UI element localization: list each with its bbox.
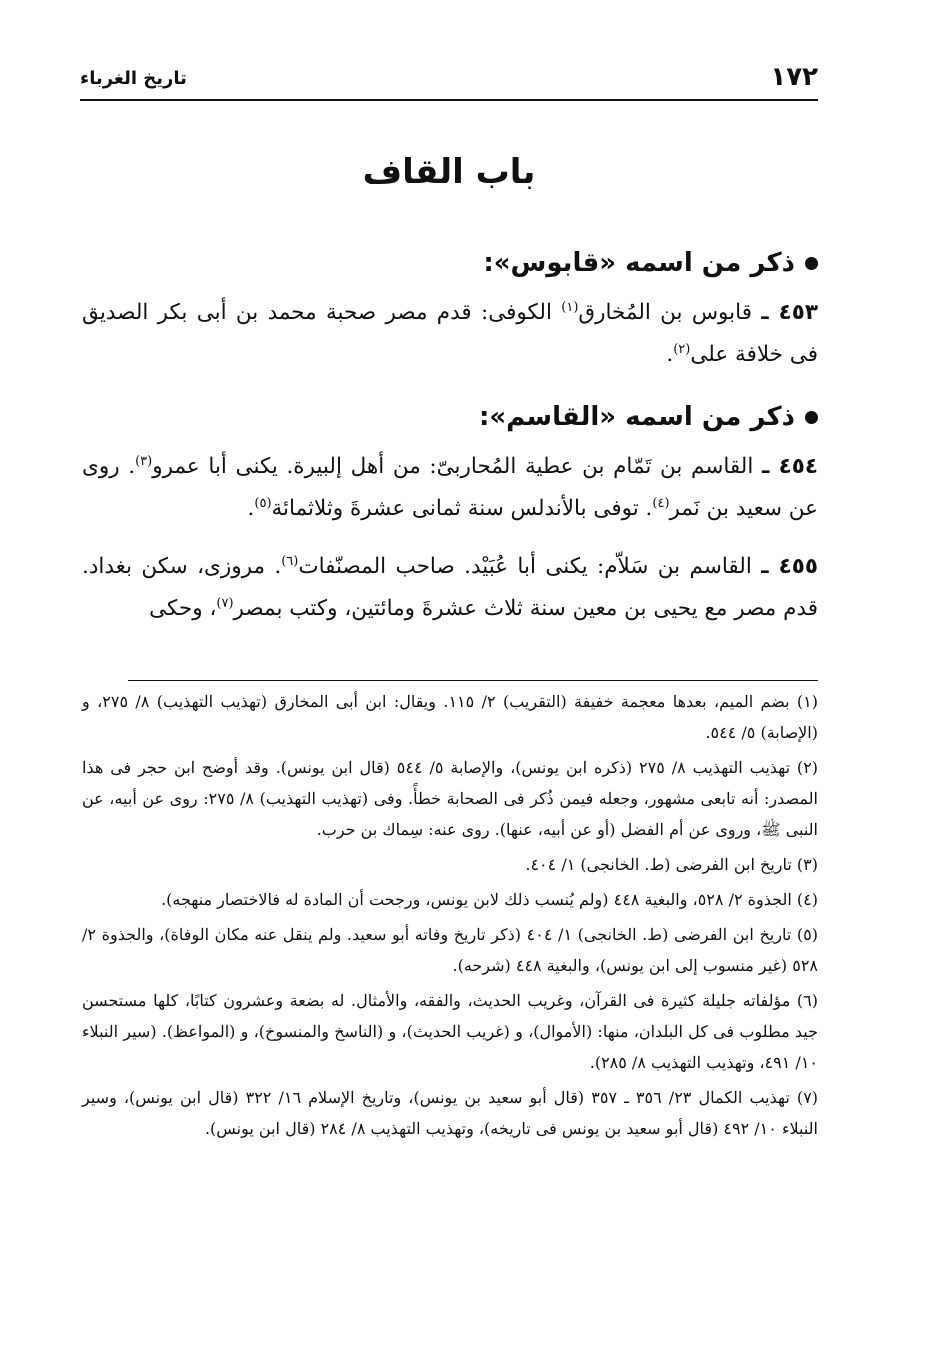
- footnote-rule: [128, 680, 818, 681]
- footnote-marker: (٣): [135, 453, 153, 469]
- entry-number: ٤٥٤ ـ: [761, 454, 818, 479]
- entry-number: ٤٥٣ ـ: [761, 300, 818, 325]
- footnote-marker: (٤): [652, 495, 670, 511]
- footnote-marker: (٢): [673, 341, 691, 357]
- section-heading-text: ذكر من اسمه «قابوس»:: [483, 248, 795, 278]
- chapter-title: باب القاف: [362, 152, 536, 192]
- footnote-6: (٦) مؤلفاته جليلة كثيرة فى القرآن، وغريب الحديث، والفقه، والأمثال. له بضعة وعشرون كتابًا، كلها مستحسن جيد مطلوب فى كل البلدان، منها: (الأموال)، و (غريب الحديث)، و (الناسخ والمنسوخ)، و (المواعظ). (سير النبلاء ١٠/ ٤٩١، وتهذيب التهذيب ٨/ ٢٨٥).: [82, 991, 819, 1072]
- entry-text: [82, 300, 818, 367]
- entry-text-run: قابوس بن المُخارق: [578, 300, 762, 325]
- footnote-2: (٢) تهذيب التهذيب ٨/ ٢٧٥ (ذكره ابن يونس)، والإصابة ٥/ ٥٤٤ (قال ابن يونس). وقد أوضح ابن حجر فى هذا المصدر: أنه تابعى مشهور، وجعله فيمن ذُكر فى الصحابة خطأً. وفى (تهذيب التهذيب) ٨/ ٢٧٥: روى عن أبيه، عن النبى ﷺ، وروى عن أم الفضل (أو عن أبيه، عنها). روى عنه: سِماك بن حرب.: [82, 758, 819, 839]
- entry-text-run: ، وحكى: [149, 596, 217, 621]
- bullet-icon: [805, 411, 818, 424]
- entry-text-run: القاسم بن سَلاّم: يكنى أبا عُبَيْد. صاحب المصنّفات: [298, 554, 762, 579]
- entry-text-run: .: [247, 496, 255, 521]
- entry-text-run: .: [666, 342, 674, 367]
- footnote-marker: (٦): [281, 553, 299, 569]
- entry-text-run: القاسم بن تَمّام بن عطية المُحاربىّ: من أهل إلبيرة. يكنى أبا عمرو: [152, 454, 762, 479]
- section-heading-qabus: [82, 238, 818, 292]
- section-heading-text: ذكر من اسمه «القاسم»:: [478, 402, 795, 432]
- footnote-7: (٧) تهذيب الكمال ٢٣/ ٣٥٦ ـ ٣٥٧ (قال أبو سعيد بن يونس)، وتاريخ الإسلام ١٦/ ٣٢٢ (قال ابن يونس)، وسير النبلاء ١٠/ ٤٩٢ (قال أبو سعيد بن يونس فى تاريخه)، وتهذيب التهذيب ٨/ ٢٨٤ (قال ابن يونس).: [82, 1088, 819, 1138]
- entry-text: [82, 454, 818, 521]
- page-number: ١٧٢: [770, 62, 818, 92]
- entry-text-run: . روى عن سعيد بن نَمر: [82, 454, 818, 521]
- footnote-3: (٣) تاريخ ابن الفرضى (ط. الخانجى) ١/ ٤٠٤.: [525, 855, 818, 874]
- entry-number: ٤٥٥ ـ: [761, 554, 818, 579]
- footnote-marker: (٧): [216, 595, 234, 611]
- footnote-marker: (٥): [254, 495, 272, 511]
- entry-text-run: الكوفى: قدم مصر صحبة محمد بن أبى بكر الصديق فى خلافة على: [82, 300, 818, 367]
- running-title: تاريخ الغرباء: [80, 68, 187, 89]
- footnote-marker: (١): [561, 299, 579, 315]
- footnote-1: (١) بضم الميم، بعدها معجمة خفيفة (التقريب) ٢/ ١١٥. ويقال: ابن أبى المخارق (تهذيب التهذيب) ٨/ ٢٧٥، و (الإصابة) ٥/ ٥٤٤.: [82, 692, 818, 742]
- footnote-5: (٥) تاريخ ابن الفرضى (ط. الخانجى) ١/ ٤٠٤ (ذكر تاريخ وفاته أبو سعيد. ولم ينقل عنه مكان الوفاة)، والجذوة ٢/ ٥٢٨ (غير منسوب إلى ابن يونس)، والبغية ٤٤٨ (شرحه).: [82, 925, 818, 975]
- entry-455: [82, 546, 818, 630]
- header-rule: [80, 99, 818, 101]
- entry-text-run: . مروزى، سكن بغداد. قدم مصر مع يحيى بن معين سنة ثلاث عشرةَ ومائتين، وكتب بمصر: [82, 554, 818, 621]
- entry-text: [82, 554, 818, 621]
- page-header: [80, 62, 818, 94]
- main-text: [82, 238, 818, 646]
- entry-text-run: . توفى بالأندلس سنة ثمانى عشرةَ وثلاثمائة: [271, 496, 653, 521]
- footnote-4: (٤) الجذوة ٢/ ٥٢٨، والبغية ٤٤٨ (ولم يُنسب ذلك لابن يونس، ورجحت أن المادة له فالاختصار منهجه).: [161, 890, 818, 909]
- entry-454: [82, 446, 818, 530]
- section-heading-qasim: [82, 392, 818, 446]
- entry-453: [82, 292, 818, 376]
- footnotes: [82, 686, 818, 1148]
- bullet-icon: [805, 257, 818, 270]
